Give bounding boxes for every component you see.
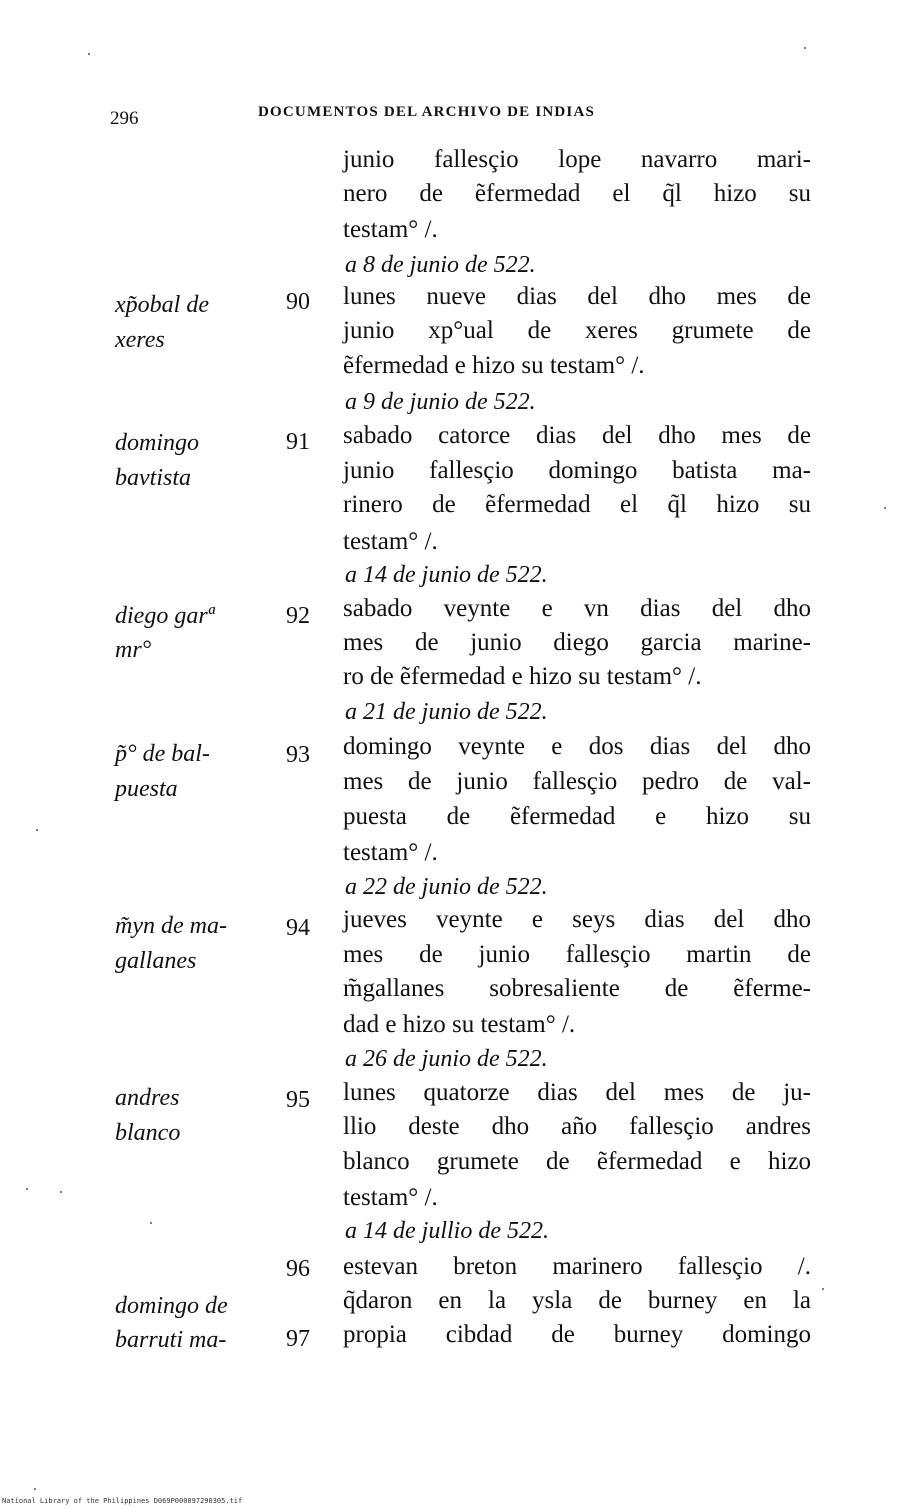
margin-name: bavtista <box>115 465 191 491</box>
margin-name: barruti ma- <box>115 1327 227 1353</box>
body-line: sabado veynte e vn dias del dho <box>343 595 811 622</box>
running-head: DOCUMENTOS DEL ARCHIVO DE INDIAS <box>258 104 596 120</box>
scan-speck <box>150 1222 152 1224</box>
body-line: junio fallesçio lope navarro mari- <box>343 146 811 173</box>
entry-number: 94 <box>286 915 310 941</box>
date-line: a 26 de junio de 522. <box>345 1046 548 1072</box>
body-line: junio fallesçio domingo batista ma- <box>343 457 811 484</box>
entry-number: 95 <box>286 1087 310 1113</box>
scan-speck <box>26 1188 28 1190</box>
body-line: mes de junio fallesçio martin de <box>343 941 811 968</box>
margin-name: domingo <box>115 430 199 456</box>
margin-name: p̃° de bal- <box>115 741 210 767</box>
body-line: testam° /. <box>343 528 438 555</box>
body-line: ro de ẽfermedad e hizo su testam° /. <box>343 663 702 690</box>
body-line: dad e hizo su testam° /. <box>343 1011 576 1038</box>
date-line: a 14 de jullio de 522. <box>345 1218 549 1244</box>
page-number: 296 <box>110 108 139 129</box>
margin-name: diego garª <box>115 603 215 629</box>
body-line: ẽfermedad e hizo su testam° /. <box>343 352 645 379</box>
body-line: puesta de ẽfermedad e hizo su <box>343 803 811 830</box>
date-line: a 8 de junio de 522. <box>345 252 536 278</box>
body-line: nero de ẽfermedad el q̃l hizo su <box>343 180 811 207</box>
body-line: junio xp°ual de xeres grumete de <box>343 317 811 344</box>
body-line: propia cibdad de burney domingo <box>343 1321 811 1348</box>
entry-number: 91 <box>286 429 310 455</box>
body-line: lunes nueve dias del dho mes de <box>343 283 811 310</box>
body-line: sabado catorce dias del dho mes de <box>343 422 811 449</box>
body-line: blanco grumete de ẽfermedad e hizo <box>343 1148 811 1175</box>
body-line: domingo veynte e dos dias del dho <box>343 733 811 760</box>
margin-name: blanco <box>115 1120 181 1146</box>
body-line: q̃daron en la ysla de burney en la <box>343 1287 811 1314</box>
date-line: a 22 de junio de 522. <box>345 874 548 900</box>
scan-speck <box>804 47 806 49</box>
body-line: jueves veynte e seys dias del dho <box>343 906 811 933</box>
scan-speck <box>884 507 886 509</box>
scan-speck <box>88 53 90 55</box>
margin-name: gallanes <box>115 948 197 974</box>
body-line: mes de junio fallesçio pedro de val- <box>343 768 811 795</box>
margin-name: puesta <box>115 776 178 802</box>
body-line: m̃gallanes sobresaliente de ẽferme- <box>343 975 811 1002</box>
scan-speck <box>60 1191 62 1193</box>
margin-name: mr° <box>115 637 152 663</box>
scan-speck <box>34 1488 36 1490</box>
entry-number: 92 <box>286 603 310 629</box>
entry-number: 90 <box>286 289 310 315</box>
body-line: mes de junio diego garcia marine- <box>343 629 811 656</box>
body-line: rinero de ẽfermedad el q̃l hizo su <box>343 491 811 518</box>
entry-number: 93 <box>286 742 310 768</box>
body-line: lunes quatorze dias del mes de ju- <box>343 1079 811 1106</box>
footer-note: National Library of the Philippines D069P000097290305.tif <box>2 1497 243 1505</box>
date-line: a 9 de junio de 522. <box>345 389 536 415</box>
date-line: a 21 de junio de 522. <box>345 699 548 725</box>
scan-speck <box>822 1288 824 1290</box>
entry-number: 96 <box>286 1256 310 1282</box>
margin-name: m̃yn de ma- <box>115 913 227 939</box>
margin-name: xp̃obal de <box>115 292 209 318</box>
body-line: testam° /. <box>343 839 438 866</box>
margin-name: domingo de <box>115 1293 228 1319</box>
scan-speck <box>36 829 38 831</box>
entry-number: 97 <box>286 1326 310 1352</box>
body-line: testam° /. <box>343 216 438 243</box>
margin-name: andres <box>115 1085 180 1111</box>
date-line: a 14 de junio de 522. <box>345 562 548 588</box>
body-line: estevan breton marinero fallesçio /. <box>343 1253 811 1280</box>
body-line: testam° /. <box>343 1184 438 1211</box>
body-line: llio deste dho año fallesçio andres <box>343 1113 811 1140</box>
margin-name: xeres <box>115 327 165 353</box>
